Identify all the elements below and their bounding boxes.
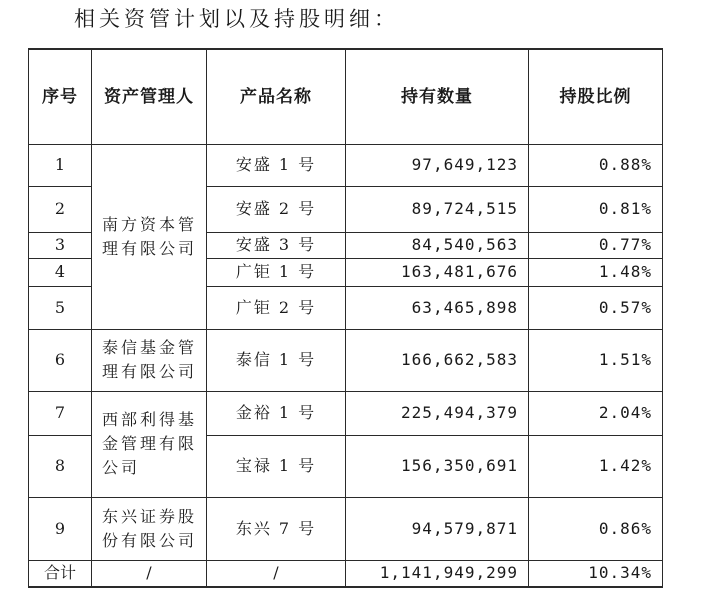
table-header-row xyxy=(29,49,663,144)
ratio-cell: 0.86% xyxy=(529,497,663,560)
ratio-cell: 1.42% xyxy=(529,435,663,497)
product-cell: 安盛 3 号 xyxy=(207,232,346,258)
quantity-cell: 156,350,691 xyxy=(346,435,529,497)
ratio-cell: 2.04% xyxy=(529,391,663,435)
header-index: 序号 xyxy=(29,49,92,144)
quantity-cell: 63,465,898 xyxy=(346,286,529,329)
manager-cell: 南方资本管理有限公司 xyxy=(92,144,207,329)
page-title: 相关资管计划以及持股明细： xyxy=(74,7,399,31)
row-index: 9 xyxy=(29,497,92,560)
product-cell: 宝禄 1 号 xyxy=(207,435,346,497)
quantity-cell: 94,579,871 xyxy=(346,497,529,560)
product-cell: 金裕 1 号 xyxy=(207,391,346,435)
manager-cell: 东兴证券股份有限公司 xyxy=(92,497,207,560)
product-cell: 广钜 2 号 xyxy=(207,286,346,329)
row-index: 7 xyxy=(29,391,92,435)
total-row xyxy=(29,560,663,587)
table-row xyxy=(29,329,663,391)
holdings-table xyxy=(28,48,663,588)
product-cell: 东兴 7 号 xyxy=(207,497,346,560)
row-index: 1 xyxy=(29,144,92,186)
ratio-cell: 0.81% xyxy=(529,186,663,232)
ratio-cell: 0.77% xyxy=(529,232,663,258)
quantity-cell: 163,481,676 xyxy=(346,258,529,286)
manager-cell: 西部利得基金管理有限公司 xyxy=(92,391,207,497)
table-row xyxy=(29,391,663,435)
total-quantity: 1,141,949,299 xyxy=(346,560,529,587)
row-index: 2 xyxy=(29,186,92,232)
row-index: 5 xyxy=(29,286,92,329)
row-index: 6 xyxy=(29,329,92,391)
quantity-cell: 97,649,123 xyxy=(346,144,529,186)
total-ratio: 10.34% xyxy=(529,560,663,587)
total-manager: / xyxy=(92,560,207,587)
header-ratio: 持股比例 xyxy=(529,49,663,144)
manager-cell: 泰信基金管理有限公司 xyxy=(92,329,207,391)
ratio-cell: 1.51% xyxy=(529,329,663,391)
product-cell: 安盛 1 号 xyxy=(207,144,346,186)
product-cell: 安盛 2 号 xyxy=(207,186,346,232)
header-product: 产品名称 xyxy=(207,49,346,144)
total-product: / xyxy=(207,560,346,587)
table-row xyxy=(29,497,663,560)
product-cell: 泰信 1 号 xyxy=(207,329,346,391)
product-cell: 广钜 1 号 xyxy=(207,258,346,286)
ratio-cell: 0.57% xyxy=(529,286,663,329)
header-quantity: 持有数量 xyxy=(346,49,529,144)
ratio-cell: 0.88% xyxy=(529,144,663,186)
row-index: 4 xyxy=(29,258,92,286)
row-index: 8 xyxy=(29,435,92,497)
quantity-cell: 89,724,515 xyxy=(346,186,529,232)
row-index: 3 xyxy=(29,232,92,258)
quantity-cell: 166,662,583 xyxy=(346,329,529,391)
quantity-cell: 84,540,563 xyxy=(346,232,529,258)
ratio-cell: 1.48% xyxy=(529,258,663,286)
quantity-cell: 225,494,379 xyxy=(346,391,529,435)
header-manager: 资产管理人 xyxy=(92,49,207,144)
table-row xyxy=(29,144,663,186)
total-label: 合计 xyxy=(29,560,92,587)
